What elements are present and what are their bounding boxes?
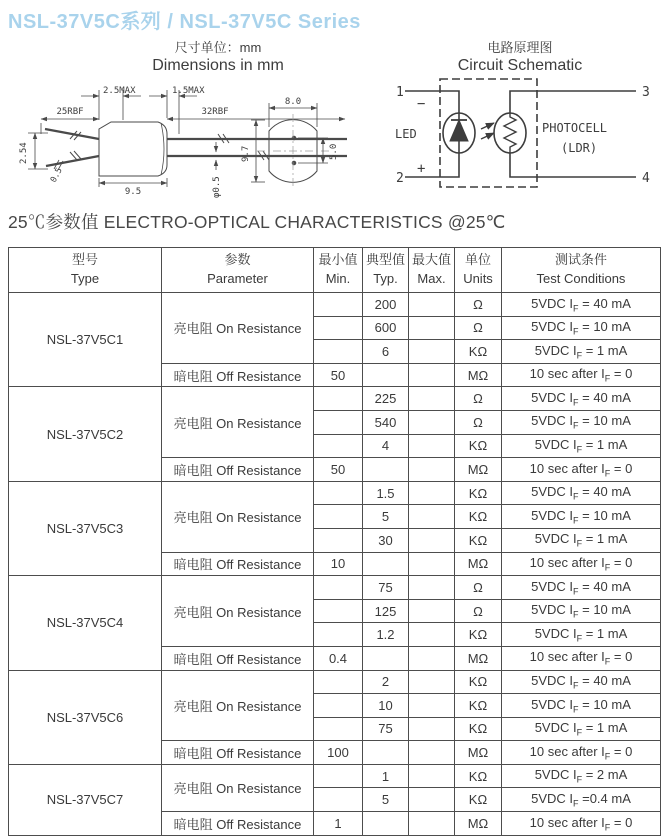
electro-optical-table <box>8 247 661 836</box>
units-cell: KΩ <box>455 717 502 741</box>
package-body <box>99 122 167 176</box>
dim-label-2-54: 2.54 <box>19 142 29 164</box>
header-en: Units <box>463 271 493 286</box>
max-cell <box>409 623 455 647</box>
light-arrow <box>481 133 494 139</box>
test-condition-cell: 5VDC $I_F = 40$ mA <box>502 576 661 600</box>
ldr-label: (LDR) <box>561 141 598 155</box>
min-cell: 1 <box>314 812 363 836</box>
pin2-label: 2 <box>396 171 404 186</box>
table-row <box>9 670 661 694</box>
col-header-min <box>314 248 363 293</box>
typ-cell <box>363 363 409 387</box>
min-cell <box>314 694 363 718</box>
typ-cell: 2 <box>363 670 409 694</box>
typ-cell: 600 <box>363 316 409 340</box>
typ-cell <box>363 552 409 576</box>
max-cell <box>409 694 455 718</box>
max-cell <box>409 670 455 694</box>
test-condition-cell: 5VDC $I_F = 2$ mA <box>502 764 661 788</box>
test-condition-cell: 5VDC $I_F =0.4$ mA <box>502 788 661 812</box>
min-cell <box>314 481 363 505</box>
max-cell <box>409 576 455 600</box>
test-condition-cell: 10 sec after $I_F = 0$ <box>502 812 661 836</box>
dim-label-9-5: 9.5 <box>124 187 142 197</box>
table-row <box>9 764 661 788</box>
header-cn: 型号 <box>71 252 98 268</box>
min-cell <box>314 316 363 340</box>
header-cn: 最大值 <box>411 252 451 268</box>
table-row <box>9 293 661 317</box>
lead-left-top <box>45 129 99 139</box>
max-cell <box>409 764 455 788</box>
units-cell: KΩ <box>455 434 502 458</box>
type-cell: NSL-37V5C6 <box>9 670 162 764</box>
max-cell <box>409 812 455 836</box>
units-cell: MΩ <box>455 646 502 670</box>
units-cell: KΩ <box>455 670 502 694</box>
typ-cell: 200 <box>363 293 409 317</box>
min-cell <box>314 623 363 647</box>
min-cell: 50 <box>314 458 363 482</box>
parameter-off-cell: 暗电阻 Off Resistance <box>162 458 314 482</box>
min-cell: 100 <box>314 741 363 765</box>
col-header-units <box>455 248 502 293</box>
test-condition-cell: 10 sec after $I_F = 0$ <box>502 458 661 482</box>
test-condition-cell: 10 sec after $I_F = 0$ <box>502 363 661 387</box>
typ-cell: 10 <box>363 694 409 718</box>
test-condition-cell: 5VDC $I_F = 1$ mA <box>502 528 661 552</box>
min-cell <box>314 764 363 788</box>
test-condition-cell: 5VDC $I_F = 1$ mA <box>502 623 661 647</box>
header-cn: 典型值 <box>365 252 405 268</box>
min-cell <box>314 410 363 434</box>
units-cell: MΩ <box>455 458 502 482</box>
dim-label-2-5max: 2.5MAX <box>103 86 136 96</box>
type-cell: NSL-37V5C1 <box>9 293 162 387</box>
test-condition-cell: 5VDC $I_F = 40$ mA <box>502 387 661 411</box>
parameter-on-cell: 亮电阻 On Resistance <box>162 670 314 741</box>
parameter-on-cell: 亮电阻 On Resistance <box>162 576 314 647</box>
col-header-test-conditions <box>502 248 661 293</box>
dim-label-25rbf: 25RBF <box>56 107 84 117</box>
parameter-off-cell: 暗电阻 Off Resistance <box>162 646 314 670</box>
units-cell: Ω <box>455 410 502 434</box>
header-en: Test Conditions <box>536 271 626 286</box>
max-cell <box>409 316 455 340</box>
units-cell: Ω <box>455 293 502 317</box>
col-header-parameter <box>162 248 314 293</box>
max-cell <box>409 741 455 765</box>
min-cell <box>314 293 363 317</box>
min-cell <box>314 505 363 529</box>
type-cell: NSL-37V5C7 <box>9 764 162 835</box>
parameter-off-cell: 暗电阻 Off Resistance <box>162 363 314 387</box>
max-cell <box>409 458 455 482</box>
test-condition-cell: 10 sec after $I_F = 0$ <box>502 646 661 670</box>
schematic-caption-en: Circuit Schematic <box>457 57 583 75</box>
typ-cell: 225 <box>363 387 409 411</box>
pin4-label: 4 <box>642 171 650 186</box>
polarity-minus: − <box>417 96 426 112</box>
max-cell <box>409 505 455 529</box>
units-cell: KΩ <box>455 764 502 788</box>
table-row <box>9 481 661 505</box>
typ-cell: 1.2 <box>363 623 409 647</box>
header-cn: 参数 <box>224 252 251 268</box>
header-en: Max. <box>417 271 446 286</box>
units-cell: KΩ <box>455 481 502 505</box>
typ-cell: 6 <box>363 340 409 364</box>
test-condition-cell: 5VDC $I_F = 10$ mA <box>502 410 661 434</box>
schematic-drawing <box>393 75 658 195</box>
test-condition-cell: 5VDC $I_F = 10$ mA <box>502 599 661 623</box>
parameter-on-cell: 亮电阻 On Resistance <box>162 764 314 811</box>
type-cell: NSL-37V5C2 <box>9 387 162 481</box>
units-cell: KΩ <box>455 340 502 364</box>
units-cell: KΩ <box>455 788 502 812</box>
test-condition-cell: 10 sec after $I_F = 0$ <box>502 552 661 576</box>
header-cn: 最小值 <box>318 252 358 268</box>
max-cell <box>409 340 455 364</box>
max-cell <box>409 717 455 741</box>
typ-cell: 5 <box>363 788 409 812</box>
test-condition-cell: 5VDC $I_F = 10$ mA <box>502 694 661 718</box>
pin3-wire <box>510 91 636 113</box>
units-cell: MΩ <box>455 363 502 387</box>
dim-label-phi-0-5: φ0.5 <box>212 176 222 198</box>
units-cell: MΩ <box>455 741 502 765</box>
typ-cell: 5 <box>363 505 409 529</box>
header-en: Typ. <box>373 271 398 286</box>
parameter-off-cell: 暗电阻 Off Resistance <box>162 552 314 576</box>
header-en: Min. <box>325 271 351 286</box>
typ-cell <box>363 646 409 670</box>
test-condition-cell: 5VDC $I_F = 1$ mA <box>502 434 661 458</box>
min-cell: 50 <box>314 363 363 387</box>
typ-cell: 1.5 <box>363 481 409 505</box>
header-cn: 测试条件 <box>554 252 607 268</box>
dim-label-1-5max: 1.5MAX <box>172 86 205 96</box>
min-cell <box>314 717 363 741</box>
dim-label-9-7: 9.7 <box>241 145 251 162</box>
lead-left-bottom <box>46 156 99 166</box>
min-cell: 10 <box>314 552 363 576</box>
typ-cell: 1 <box>363 764 409 788</box>
min-cell <box>314 528 363 552</box>
test-condition-cell: 5VDC $I_F = 40$ mA <box>502 670 661 694</box>
pin1-wire <box>405 91 459 113</box>
test-condition-cell: 5VDC $I_F = 40$ mA <box>502 293 661 317</box>
polarity-plus: + <box>417 161 426 177</box>
min-cell <box>314 670 363 694</box>
typ-cell <box>363 458 409 482</box>
max-cell <box>409 528 455 552</box>
min-cell <box>314 387 363 411</box>
dimensions-caption-en: Dimensions in mm <box>152 57 284 75</box>
table-header-row <box>9 248 661 293</box>
typ-cell: 75 <box>363 717 409 741</box>
typ-cell: 30 <box>363 528 409 552</box>
typ-cell <box>363 812 409 836</box>
table-row <box>9 576 661 600</box>
test-condition-cell: 5VDC $I_F = 1$ mA <box>502 340 661 364</box>
parameter-off-cell: 暗电阻 Off Resistance <box>162 741 314 765</box>
min-cell: 0.4 <box>314 646 363 670</box>
units-cell: KΩ <box>455 528 502 552</box>
units-cell: KΩ <box>455 623 502 647</box>
min-cell <box>314 434 363 458</box>
type-cell: NSL-37V5C3 <box>9 481 162 575</box>
units-cell: KΩ <box>455 505 502 529</box>
table-row <box>9 387 661 411</box>
dim-label-0-5: 0.5 <box>48 166 65 185</box>
parameter-on-cell: 亮电阻 On Resistance <box>162 293 314 364</box>
units-cell: MΩ <box>455 812 502 836</box>
max-cell <box>409 363 455 387</box>
typ-cell: 540 <box>363 410 409 434</box>
units-cell: KΩ <box>455 694 502 718</box>
min-cell <box>314 576 363 600</box>
dim-label-8-0: 8.0 <box>284 97 302 107</box>
schematic-caption-cn: 电路原理图 <box>487 40 553 55</box>
dimensions-caption <box>118 40 318 76</box>
col-header-max <box>409 248 455 293</box>
header-en: Type <box>70 271 100 286</box>
max-cell <box>409 387 455 411</box>
light-arrow <box>481 123 494 129</box>
led-label: LED <box>395 127 417 141</box>
max-cell <box>409 552 455 576</box>
dimensions-caption-cn: 尺寸单位：mm <box>174 40 262 55</box>
min-cell <box>314 340 363 364</box>
type-cell: NSL-37V5C4 <box>9 576 162 670</box>
parameter-on-cell: 亮电阻 On Resistance <box>162 481 314 552</box>
test-condition-cell: 5VDC $I_F = 10$ mA <box>502 316 661 340</box>
parameter-on-cell: 亮电阻 On Resistance <box>162 387 314 458</box>
units-cell: Ω <box>455 576 502 600</box>
test-condition-cell: 10 sec after $I_F = 0$ <box>502 741 661 765</box>
max-cell <box>409 599 455 623</box>
col-header-typ <box>363 248 409 293</box>
units-cell: Ω <box>455 599 502 623</box>
dim-label-5-0: 5.0 <box>329 143 339 160</box>
min-cell <box>314 788 363 812</box>
max-cell <box>409 481 455 505</box>
max-cell <box>409 788 455 812</box>
table-body <box>9 293 661 836</box>
pin2-wire <box>405 153 459 177</box>
pin1-label: 1 <box>396 85 404 100</box>
dimensions-drawing <box>15 82 360 202</box>
section-title: 25℃参数值 ELECTRO-OPTICAL CHARACTERISTICS @25℃ <box>8 212 506 232</box>
units-cell: MΩ <box>455 552 502 576</box>
pin3-label: 3 <box>642 85 650 100</box>
max-cell <box>409 646 455 670</box>
parameter-off-cell: 暗电阻 Off Resistance <box>162 812 314 836</box>
max-cell <box>409 293 455 317</box>
max-cell <box>409 410 455 434</box>
pin4-wire <box>510 153 636 177</box>
units-cell: Ω <box>455 316 502 340</box>
test-condition-cell: 5VDC $I_F = 10$ mA <box>502 505 661 529</box>
col-header-type <box>9 248 162 293</box>
typ-cell <box>363 741 409 765</box>
page-title: NSL-37V5C系列 / NSL-37V5C Series <box>8 11 361 33</box>
typ-cell: 4 <box>363 434 409 458</box>
test-condition-cell: 5VDC $I_F = 1$ mA <box>502 717 661 741</box>
units-cell: Ω <box>455 387 502 411</box>
dim-label-32rbf: 32RBF <box>201 107 229 117</box>
typ-cell: 125 <box>363 599 409 623</box>
schematic-caption <box>425 40 615 76</box>
photocell-label: PHOTOCELL <box>542 121 608 135</box>
header-en: Parameter <box>207 271 268 286</box>
test-condition-cell: 5VDC $I_F = 40$ mA <box>502 481 661 505</box>
header-cn: 单位 <box>464 252 491 268</box>
typ-cell: 75 <box>363 576 409 600</box>
max-cell <box>409 434 455 458</box>
min-cell <box>314 599 363 623</box>
